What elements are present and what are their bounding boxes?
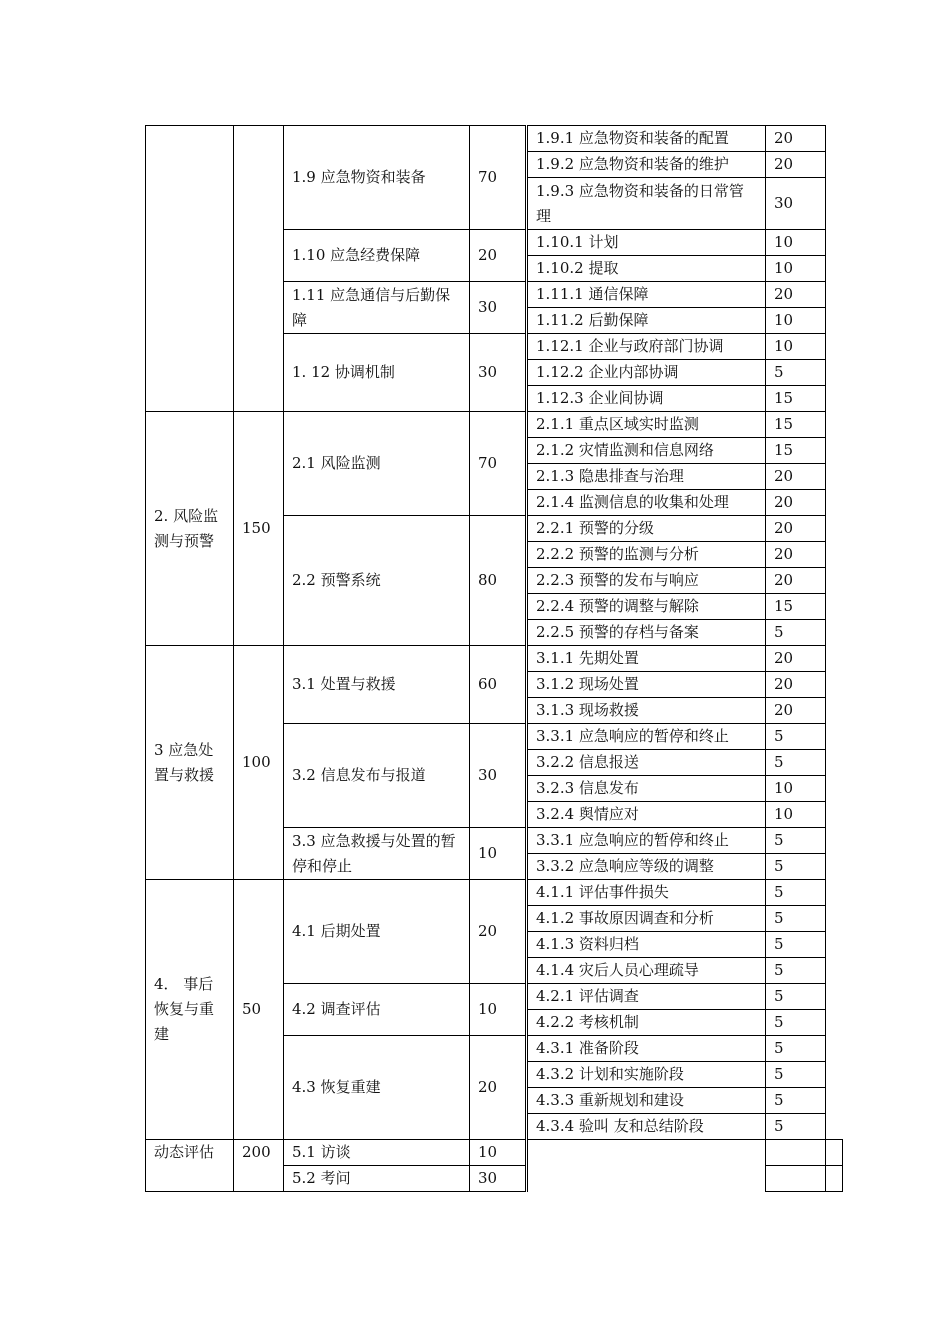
subcategory-score-cell: 70 <box>470 412 526 516</box>
subcategory-score-cell: 30 <box>470 334 526 412</box>
item-score-cell: 10 <box>766 230 826 256</box>
item-score-cell: 20 <box>766 646 826 672</box>
item-score-cell: 5 <box>766 620 826 646</box>
category-score-cell: 50 <box>234 880 284 1140</box>
item-cell: 4.2.1 评估调查 <box>528 984 766 1010</box>
item-cell: 4.3.3 重新规划和建设 <box>528 1088 766 1114</box>
subcategory-cell: 1.11 应急通信与后勤保障 <box>284 282 470 334</box>
item-score-cell: 20 <box>766 516 826 542</box>
item-score-cell: 20 <box>766 152 826 178</box>
item-score-cell: 5 <box>766 828 826 854</box>
item-cell: 1.9.3 应急物资和装备的日常管理 <box>528 178 766 230</box>
category-score-cell: 150 <box>234 412 284 646</box>
item-cell: 2.1.2 灾情监测和信息网络 <box>528 438 766 464</box>
item-cell: 4.3.1 准备阶段 <box>528 1036 766 1062</box>
subcategory-cell: 1. 12 协调机制 <box>284 334 470 412</box>
item-cell: 4.1.4 灾后人员心理疏导 <box>528 958 766 984</box>
subcategory-score-cell: 60 <box>470 646 526 724</box>
subcategory-cell: 3.1 处置与救援 <box>284 646 470 724</box>
item-score-cell: 5 <box>766 1114 826 1140</box>
item-score-cell: 20 <box>766 568 826 594</box>
item-cell: 4.2.2 考核机制 <box>528 1010 766 1036</box>
item-cell: 4.1.3 资料归档 <box>528 932 766 958</box>
item-cell: 4.1.2 事故原因调查和分析 <box>528 906 766 932</box>
item-cell: 2.2.5 预警的存档与备案 <box>528 620 766 646</box>
item-score-cell: 5 <box>766 724 826 750</box>
item-score-cell: 5 <box>766 854 826 880</box>
subcategory-cell: 4.2 调查评估 <box>284 984 470 1036</box>
item-cell: 3.2.4 舆情应对 <box>528 802 766 828</box>
item-cell: 1.12.2 企业内部协调 <box>528 360 766 386</box>
subcategory-score-cell: 20 <box>470 1036 526 1140</box>
item-score-cell: 20 <box>766 282 826 308</box>
subcategory-cell: 3.3 应急救援与处置的暂停和停止 <box>284 828 470 880</box>
subcategory-score-cell: 70 <box>470 126 526 230</box>
item-score-cell: 10 <box>766 308 826 334</box>
item-cell <box>766 1140 826 1166</box>
subcategory-score-cell: 30 <box>470 282 526 334</box>
item-score-cell: 20 <box>766 698 826 724</box>
item-cell: 4.3.4 验叫 友和总结阶段 <box>528 1114 766 1140</box>
subcategory-score-cell: 10 <box>470 984 526 1036</box>
item-score-cell: 5 <box>766 1062 826 1088</box>
item-cell: 3.1.3 现场救援 <box>528 698 766 724</box>
item-score-cell: 30 <box>766 178 826 230</box>
item-cell: 1.10.1 计划 <box>528 230 766 256</box>
item-score-cell: 10 <box>766 256 826 282</box>
subcategory-score-cell: 80 <box>470 516 526 646</box>
item-cell: 2.2.2 预警的监测与分析 <box>528 542 766 568</box>
category-score-cell: 100 <box>234 646 284 880</box>
item-score-cell <box>826 1166 843 1192</box>
category-cell: 2. 风险监测与预警 <box>146 412 234 646</box>
item-score-cell: 5 <box>766 880 826 906</box>
category-cell: 3 应急处置与救援 <box>146 646 234 880</box>
item-cell: 3.2.2 信息报送 <box>528 750 766 776</box>
subcategory-score-cell: 20 <box>470 230 526 282</box>
item-cell: 1.9.1 应急物资和装备的配置 <box>528 126 766 152</box>
item-cell: 3.1.2 现场处置 <box>528 672 766 698</box>
evaluation-table <box>145 125 843 1192</box>
item-score-cell <box>826 1140 843 1166</box>
category-score-cell: 200 <box>234 1140 284 1192</box>
item-cell: 1.11.2 后勤保障 <box>528 308 766 334</box>
subcategory-score-cell: 10 <box>470 1140 526 1166</box>
subcategory-cell: 2.1 风险监测 <box>284 412 470 516</box>
item-score-cell: 15 <box>766 386 826 412</box>
item-cell: 3.3.2 应急响应等级的调整 <box>528 854 766 880</box>
category-score-cell <box>234 126 284 412</box>
item-score-cell: 20 <box>766 464 826 490</box>
item-cell: 2.1.1 重点区域实时监测 <box>528 412 766 438</box>
item-cell: 3.3.1 应急响应的暂停和终止 <box>528 828 766 854</box>
subcategory-score-cell: 10 <box>470 828 526 880</box>
item-cell: 1.9.2 应急物资和装备的维护 <box>528 152 766 178</box>
item-score-cell: 5 <box>766 1088 826 1114</box>
item-cell <box>766 1166 826 1192</box>
item-cell: 2.2.3 预警的发布与响应 <box>528 568 766 594</box>
item-score-cell: 10 <box>766 776 826 802</box>
item-cell: 4.3.2 计划和实施阶段 <box>528 1062 766 1088</box>
item-cell: 1.12.1 企业与政府部门协调 <box>528 334 766 360</box>
item-score-cell: 5 <box>766 1036 826 1062</box>
subcategory-score-cell: 30 <box>470 724 526 828</box>
item-cell: 1.11.1 通信保障 <box>528 282 766 308</box>
item-score-cell: 5 <box>766 958 826 984</box>
item-score-cell: 15 <box>766 594 826 620</box>
item-cell: 1.10.2 提取 <box>528 256 766 282</box>
item-cell: 3.3.1 应急响应的暂停和终止 <box>528 724 766 750</box>
item-score-cell: 5 <box>766 1010 826 1036</box>
subcategory-cell: 3.2 信息发布与报道 <box>284 724 470 828</box>
item-cell: 4.1.1 评估事件损失 <box>528 880 766 906</box>
item-cell: 2.1.3 隐患排查与治理 <box>528 464 766 490</box>
item-score-cell: 5 <box>766 360 826 386</box>
subcategory-cell: 4.1 后期处置 <box>284 880 470 984</box>
item-score-cell: 5 <box>766 750 826 776</box>
category-cell <box>146 126 234 412</box>
category-cell: 动态评估 <box>146 1140 234 1192</box>
item-cell: 1.12.3 企业间协调 <box>528 386 766 412</box>
item-cell: 3.2.3 信息发布 <box>528 776 766 802</box>
item-score-cell: 20 <box>766 542 826 568</box>
item-score-cell: 20 <box>766 126 826 152</box>
category-cell: 4． 事后恢复与重建 <box>146 880 234 1140</box>
subcategory-cell: 1.10 应急经费保障 <box>284 230 470 282</box>
subcategory-cell: 2.2 预警系统 <box>284 516 470 646</box>
subcategory-cell: 5.1 访谈 <box>284 1140 470 1166</box>
item-score-cell: 5 <box>766 932 826 958</box>
item-cell: 2.2.1 预警的分级 <box>528 516 766 542</box>
subcategory-score-cell: 20 <box>470 880 526 984</box>
item-score-cell: 10 <box>766 334 826 360</box>
subcategory-score-cell: 30 <box>470 1166 526 1192</box>
item-score-cell: 15 <box>766 438 826 464</box>
item-score-cell: 10 <box>766 802 826 828</box>
item-score-cell: 5 <box>766 906 826 932</box>
item-cell: 2.1.4 监测信息的收集和处理 <box>528 490 766 516</box>
item-cell: 2.2.4 预警的调整与解除 <box>528 594 766 620</box>
subcategory-cell: 1.9 应急物资和装备 <box>284 126 470 230</box>
column-gap <box>528 1140 766 1192</box>
subcategory-cell: 4.3 恢复重建 <box>284 1036 470 1140</box>
item-score-cell: 5 <box>766 984 826 1010</box>
item-score-cell: 20 <box>766 672 826 698</box>
item-score-cell: 15 <box>766 412 826 438</box>
item-cell: 3.1.1 先期处置 <box>528 646 766 672</box>
subcategory-cell: 5.2 考问 <box>284 1166 470 1192</box>
item-score-cell: 20 <box>766 490 826 516</box>
